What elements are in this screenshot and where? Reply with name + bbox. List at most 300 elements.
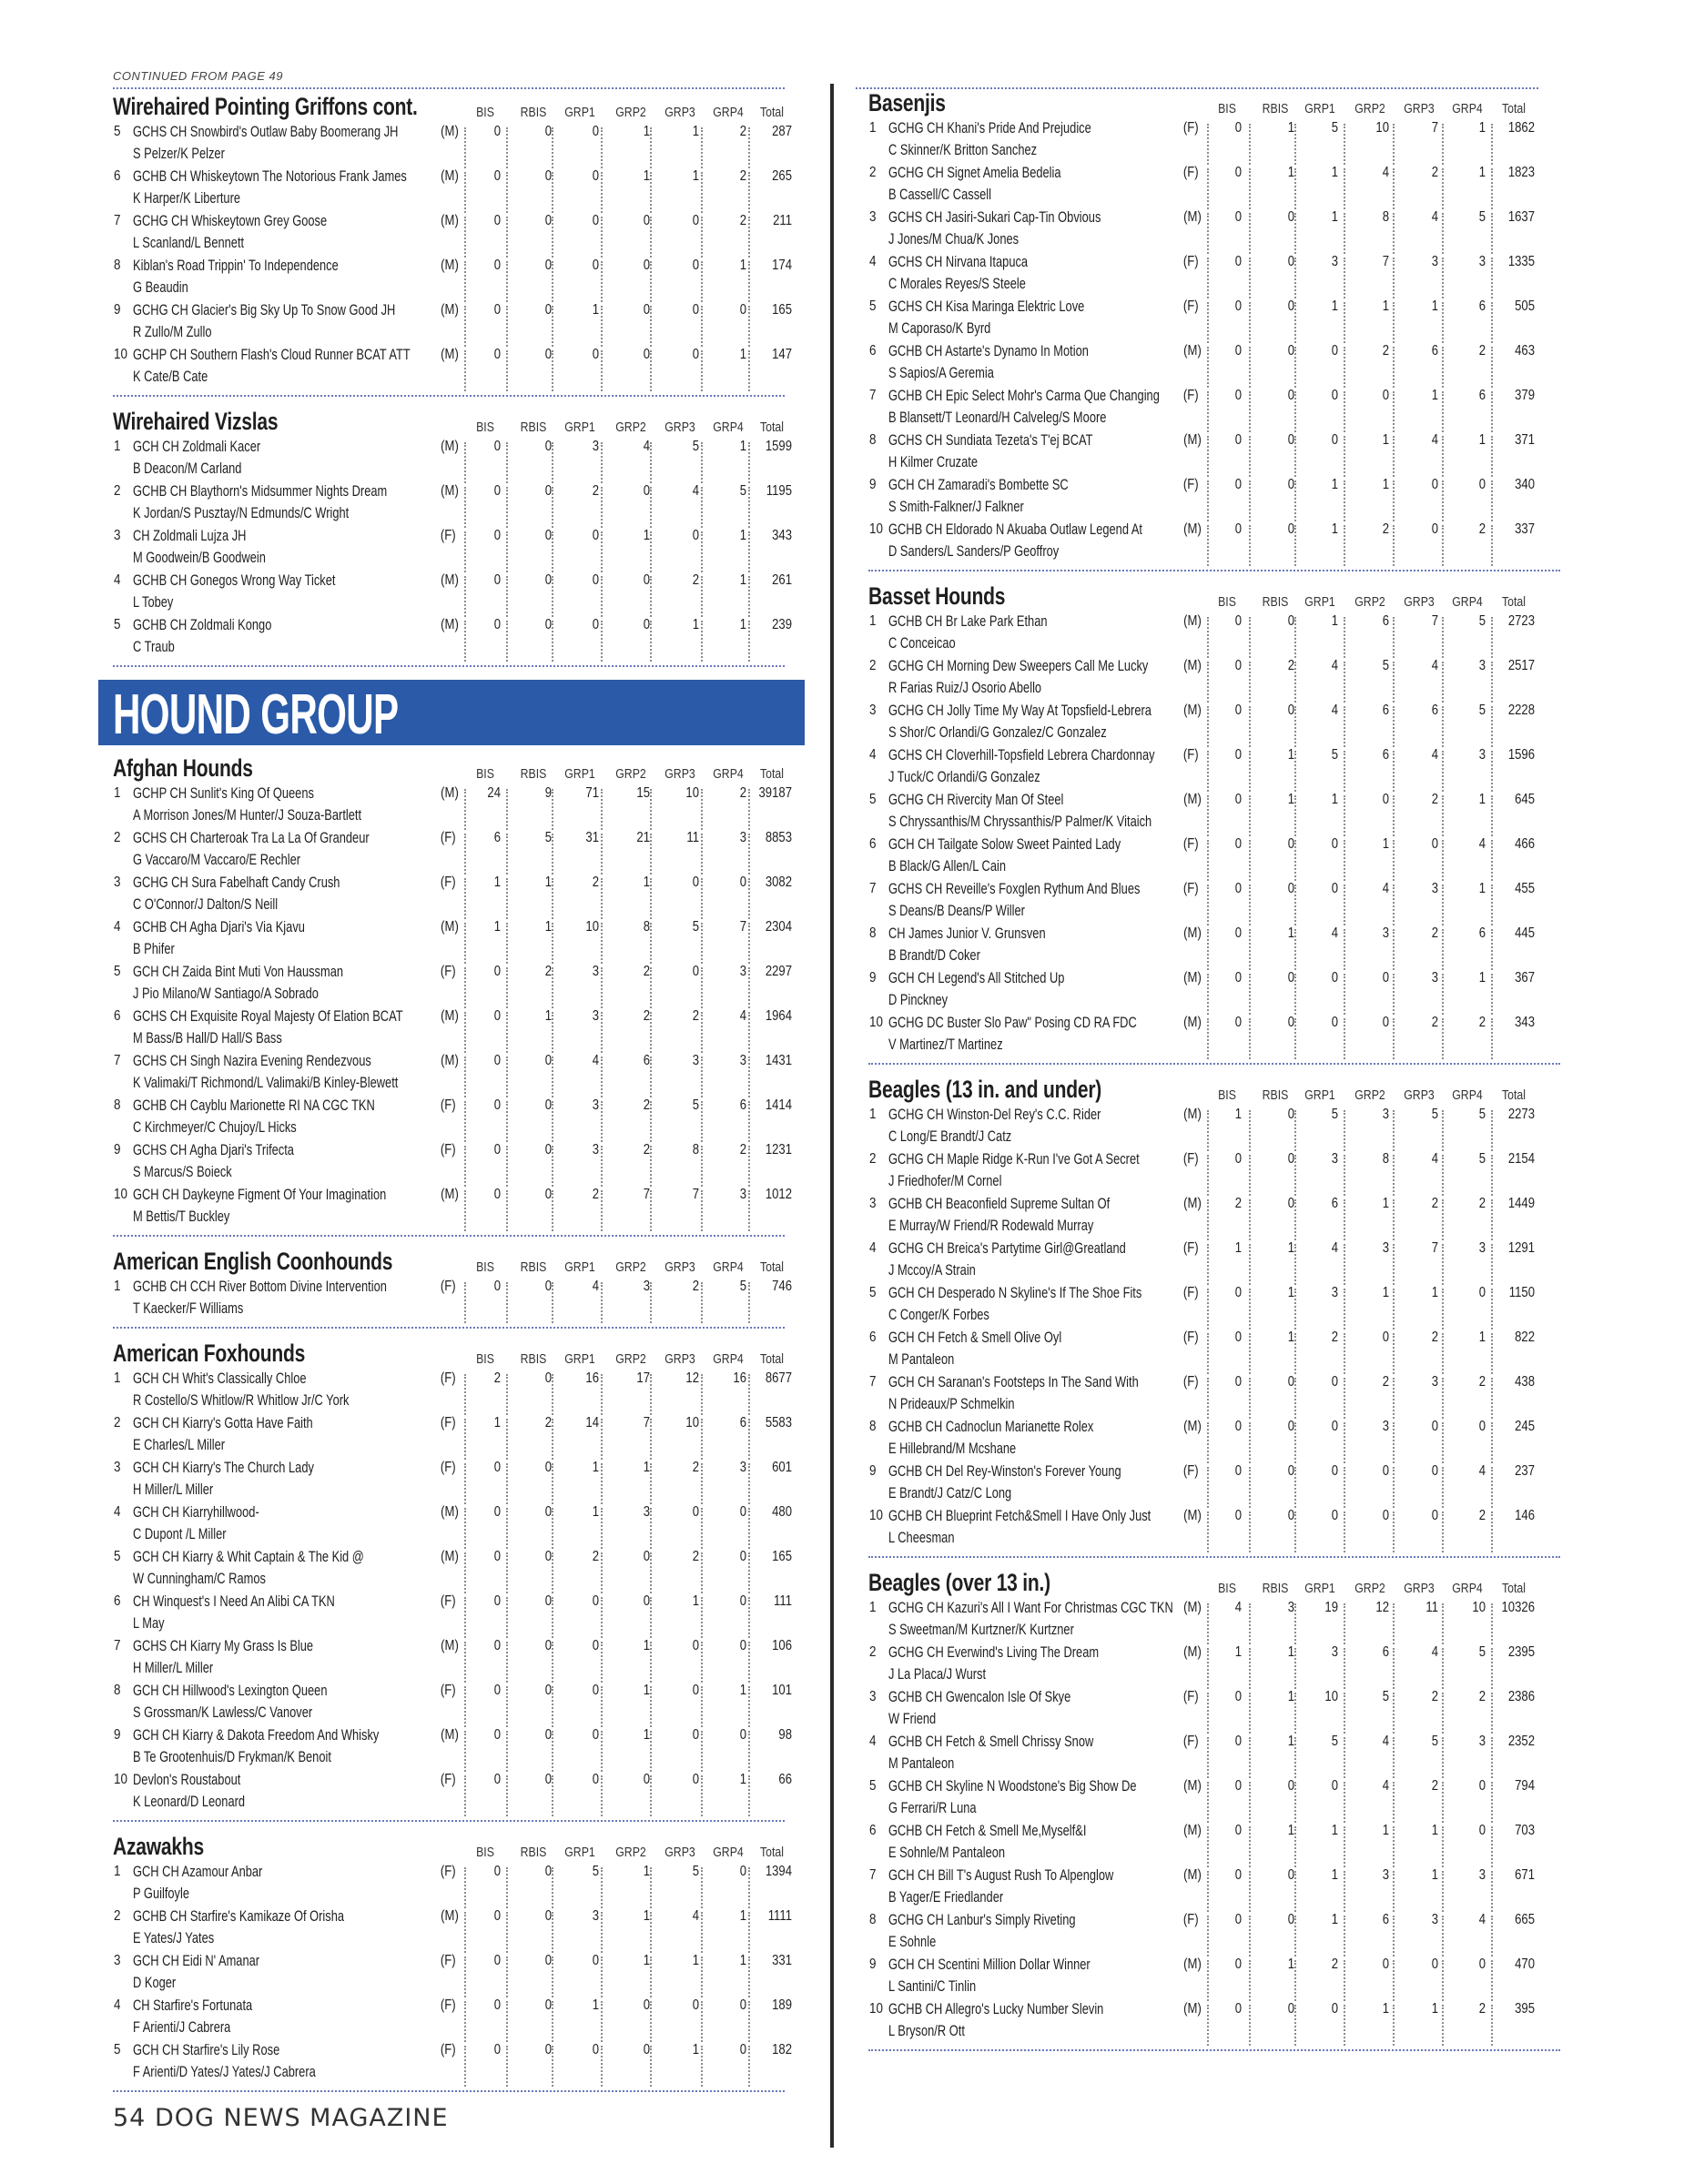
rank-number: 2 bbox=[114, 1908, 121, 1924]
column-rule bbox=[1344, 795, 1345, 836]
column-rule bbox=[1393, 1244, 1395, 1285]
column-rule bbox=[1294, 1693, 1296, 1734]
stat-grp2: 0 bbox=[1382, 388, 1389, 403]
column-rule bbox=[506, 621, 508, 662]
stat-rbis: 1 bbox=[1287, 120, 1294, 136]
rank-number: 9 bbox=[114, 302, 121, 318]
stat-grp4: 1 bbox=[739, 528, 746, 543]
column-rule bbox=[506, 1552, 508, 1593]
column-rule bbox=[701, 1101, 703, 1142]
column-rule bbox=[1249, 1693, 1251, 1734]
rank-number: 5 bbox=[869, 1778, 877, 1794]
column-rule bbox=[748, 487, 750, 528]
stat-rbis: 0 bbox=[544, 1279, 552, 1294]
column-rule bbox=[1249, 974, 1251, 1015]
stat-bis: 0 bbox=[1234, 1778, 1242, 1794]
column-rule bbox=[1207, 347, 1209, 388]
sex-marker: (F) bbox=[1182, 1689, 1199, 1704]
column-rule bbox=[1207, 1871, 1209, 1912]
stat-grp4: 1 bbox=[1478, 120, 1486, 136]
column-rule bbox=[1207, 480, 1209, 521]
rank-number: 4 bbox=[114, 1504, 121, 1520]
dog-name: GCHB CH Blueprint Fetch&Smell I Have Only Just bbox=[888, 1508, 1151, 1524]
rank-number: 9 bbox=[114, 1142, 121, 1158]
sex-marker: (M) bbox=[441, 168, 459, 184]
stat-grp2: 21 bbox=[636, 830, 650, 845]
stat-grp1: 1 bbox=[592, 1460, 599, 1475]
stat-bis: 0 bbox=[1234, 1330, 1242, 1345]
column-rule bbox=[1249, 1018, 1251, 1059]
column-rule bbox=[748, 1552, 750, 1593]
dog-name: GCH CH Hillwood's Lexington Queen bbox=[133, 1683, 328, 1699]
dog-name: GCHB CH CCH River Bottom Divine Intervention bbox=[133, 1279, 387, 1295]
stat-grp4: 6 bbox=[739, 1097, 746, 1113]
stat-grp1: 0 bbox=[1331, 1015, 1338, 1030]
column-rule bbox=[650, 1508, 652, 1549]
stat-grp1: 0 bbox=[592, 1953, 599, 1968]
column-rule bbox=[748, 1731, 750, 1772]
column-rule bbox=[701, 172, 703, 213]
dog-name: GCHS CH Nirvana Itapuca bbox=[888, 254, 1029, 270]
stat-rbis: 3 bbox=[1287, 1600, 1294, 1615]
table-row bbox=[868, 521, 1560, 566]
column-rule bbox=[1344, 751, 1345, 792]
column-rule bbox=[601, 1374, 603, 1415]
stat-grp4: 2 bbox=[1478, 1196, 1486, 1211]
column-rule bbox=[601, 789, 603, 830]
stat-rbis: 1 bbox=[1287, 1734, 1294, 1749]
stat-bis: 1 bbox=[1234, 1107, 1242, 1122]
stat-total: 2723 bbox=[1507, 613, 1535, 629]
column-rule bbox=[1491, 1603, 1493, 1644]
col-header-grp4: GRP4 bbox=[713, 105, 744, 120]
owner-names: L Cheesman bbox=[888, 1530, 955, 1546]
stat-rbis: 0 bbox=[1287, 836, 1294, 852]
stat-grp3: 1 bbox=[1431, 2001, 1438, 2017]
owner-names: L Scanland/L Bennett bbox=[133, 235, 245, 251]
column-rule bbox=[748, 1463, 750, 1504]
dog-name: GCHG DC Buster Slo Paw" Posing CD RA FDC bbox=[888, 1015, 1137, 1031]
column-rule bbox=[464, 531, 466, 572]
column-rule bbox=[1393, 885, 1395, 925]
stat-bis: 0 bbox=[493, 1727, 501, 1743]
owner-names: B Te Grootenhuis/D Frykman/K Benoit bbox=[133, 1749, 331, 1765]
stat-total: 165 bbox=[772, 302, 792, 318]
stat-grp2: 2 bbox=[1382, 1374, 1389, 1390]
stat-grp1: 71 bbox=[585, 785, 599, 801]
stat-bis: 0 bbox=[493, 1549, 501, 1564]
stat-grp1: 1 bbox=[1331, 1823, 1338, 1838]
stat-grp3: 2 bbox=[1431, 1689, 1438, 1704]
column-rule bbox=[1442, 1289, 1444, 1330]
column-rule bbox=[1442, 662, 1444, 703]
column-rule bbox=[1344, 1378, 1345, 1419]
stat-grp2: 6 bbox=[1382, 703, 1389, 718]
column-rule bbox=[650, 1642, 652, 1683]
sex-marker: (M) bbox=[441, 258, 459, 273]
column-rule bbox=[506, 576, 508, 617]
stat-grp2: 12 bbox=[1375, 1600, 1389, 1615]
stat-grp3: 5 bbox=[1431, 1107, 1438, 1122]
column-rule bbox=[552, 1552, 553, 1593]
column-rule bbox=[748, 442, 750, 483]
stat-grp2: 8 bbox=[1382, 1151, 1389, 1167]
owner-names: S Shor/C Orlandi/G Gonzalez/C Gonzalez bbox=[888, 724, 1107, 741]
sex-marker: (F) bbox=[1182, 836, 1199, 852]
owner-names: H Kilmer Cruzate bbox=[888, 454, 978, 470]
stat-rbis: 0 bbox=[544, 572, 552, 588]
column-rule bbox=[1249, 1648, 1251, 1689]
stat-grp2: 1 bbox=[643, 1683, 650, 1698]
column-rule bbox=[1442, 436, 1444, 477]
column-rule bbox=[1442, 1826, 1444, 1867]
rank-number: 7 bbox=[869, 388, 877, 403]
column-rule bbox=[701, 1190, 703, 1231]
column-rule bbox=[1442, 795, 1444, 836]
stat-rbis: 0 bbox=[1287, 1463, 1294, 1479]
column-rule bbox=[464, 261, 466, 302]
stat-grp4: 1 bbox=[739, 572, 746, 588]
owner-names: R Costello/S Whitlow/R Whitlow Jr/C York bbox=[133, 1392, 350, 1409]
stat-grp3: 0 bbox=[1431, 836, 1438, 852]
table-row bbox=[113, 1864, 792, 1908]
column-rule bbox=[506, 878, 508, 919]
stat-rbis: 0 bbox=[544, 1864, 552, 1879]
stat-grp3: 0 bbox=[692, 964, 699, 979]
rank-number: 8 bbox=[869, 1912, 877, 1927]
stat-total: 337 bbox=[1515, 521, 1535, 537]
column-rule bbox=[701, 1867, 703, 1908]
column-rule bbox=[701, 878, 703, 919]
stat-grp2: 0 bbox=[1382, 970, 1389, 986]
col-header-grp4: GRP4 bbox=[713, 766, 744, 782]
column-rule bbox=[650, 350, 652, 391]
column-rule bbox=[650, 1057, 652, 1097]
stat-total: 367 bbox=[1515, 970, 1535, 986]
column-rule bbox=[1294, 124, 1296, 165]
column-rule bbox=[1294, 213, 1296, 254]
stat-grp4: 2 bbox=[1478, 1689, 1486, 1704]
col-header-grp1: GRP1 bbox=[564, 1845, 595, 1860]
column-rule bbox=[1344, 1422, 1345, 1463]
dog-name: GCHG CH Morning Dew Sweepers Call Me Lucky bbox=[888, 658, 1149, 674]
sex-marker: (M) bbox=[1183, 703, 1202, 718]
sex-marker: (F) bbox=[1182, 1285, 1199, 1300]
stat-bis: 0 bbox=[1234, 1419, 1242, 1434]
stat-grp3: 3 bbox=[692, 1053, 699, 1068]
col-header-rbis: RBIS bbox=[520, 420, 547, 435]
column-rule bbox=[1207, 1333, 1209, 1374]
owner-names: C Conceicao bbox=[888, 635, 956, 652]
stat-grp3: 1 bbox=[692, 1953, 699, 1968]
column-rule bbox=[1249, 168, 1251, 209]
stat-grp3: 5 bbox=[692, 439, 699, 454]
table-row bbox=[868, 658, 1560, 703]
col-header-total: Total bbox=[760, 766, 784, 782]
sex-marker: (F) bbox=[440, 1683, 456, 1698]
stat-rbis: 0 bbox=[1287, 613, 1294, 629]
sex-marker: (M) bbox=[441, 1727, 459, 1743]
stat-bis: 0 bbox=[1234, 881, 1242, 896]
stat-grp1: 31 bbox=[585, 830, 599, 845]
column-rule bbox=[701, 789, 703, 830]
col-header-bis: BIS bbox=[476, 1845, 494, 1860]
sex-marker: (M) bbox=[441, 213, 459, 228]
rank-number: 1 bbox=[114, 1279, 121, 1294]
stat-grp2: 1 bbox=[1382, 298, 1389, 314]
stat-grp1: 0 bbox=[1331, 836, 1338, 852]
owner-names: V Martinez/T Martinez bbox=[888, 1036, 1003, 1053]
column-rule bbox=[1442, 258, 1444, 298]
stat-grp3: 0 bbox=[692, 1772, 699, 1787]
column-rule bbox=[1393, 1916, 1395, 1956]
column-rule bbox=[1442, 706, 1444, 747]
stat-grp4: 5 bbox=[1478, 1107, 1486, 1122]
sex-marker: (F) bbox=[1182, 120, 1199, 136]
stat-grp2: 0 bbox=[1382, 1956, 1389, 1972]
table-row bbox=[868, 1867, 1560, 1912]
column-rule bbox=[748, 1101, 750, 1142]
stat-grp3: 0 bbox=[692, 1997, 699, 2013]
stat-grp3: 2 bbox=[692, 1279, 699, 1294]
stat-total: 371 bbox=[1515, 432, 1535, 448]
stat-total: 2395 bbox=[1507, 1644, 1535, 1660]
stat-grp1: 4 bbox=[1331, 1240, 1338, 1256]
column-rule bbox=[1491, 840, 1493, 881]
stat-bis: 0 bbox=[1234, 1734, 1242, 1749]
sex-marker: (M) bbox=[441, 617, 459, 632]
stat-total: 39187 bbox=[758, 785, 792, 801]
table-row bbox=[113, 1279, 792, 1323]
column-rule bbox=[748, 1686, 750, 1727]
section-header bbox=[113, 1833, 785, 1864]
stat-grp3: 5 bbox=[692, 1097, 699, 1113]
column-rule bbox=[650, 1012, 652, 1053]
stat-grp1: 0 bbox=[592, 1638, 599, 1653]
stat-grp2: 3 bbox=[1382, 925, 1389, 941]
column-rule bbox=[506, 1686, 508, 1727]
table-row bbox=[868, 1374, 1560, 1419]
col-header-rbis: RBIS bbox=[520, 766, 547, 782]
column-rule bbox=[650, 923, 652, 964]
stat-grp3: 1 bbox=[1431, 388, 1438, 403]
column-rule bbox=[552, 217, 553, 258]
stat-grp4: 16 bbox=[733, 1370, 746, 1386]
sex-marker: (M) bbox=[441, 124, 459, 139]
stat-total: 147 bbox=[772, 347, 792, 362]
column-rule bbox=[552, 1597, 553, 1638]
stat-total: 3082 bbox=[765, 875, 792, 890]
column-rule bbox=[1344, 302, 1345, 343]
owner-names: B Blansett/T Leonard/H Calveleg/S Moore bbox=[888, 410, 1107, 426]
stat-grp4: 2 bbox=[739, 213, 746, 228]
owner-names: S Pelzer/K Pelzer bbox=[133, 146, 225, 162]
col-header-grp4: GRP4 bbox=[1452, 1087, 1483, 1103]
column-rule bbox=[552, 1101, 553, 1142]
stat-total: 237 bbox=[1515, 1463, 1535, 1479]
dog-name: GCHS CH Kisa Maringa Elektric Love bbox=[888, 298, 1085, 315]
column-rule bbox=[1442, 1782, 1444, 1823]
stat-rbis: 0 bbox=[544, 347, 552, 362]
sex-marker: (F) bbox=[440, 1864, 456, 1879]
sex-marker: (F) bbox=[440, 1097, 456, 1113]
sex-marker: (M) bbox=[441, 919, 459, 935]
column-rule bbox=[1207, 1289, 1209, 1330]
stat-rbis: 2 bbox=[544, 964, 552, 979]
column-rule bbox=[1294, 347, 1296, 388]
column-rule bbox=[650, 442, 652, 483]
column-rule bbox=[552, 1912, 553, 1953]
stat-bis: 0 bbox=[1234, 658, 1242, 673]
stat-grp1: 3 bbox=[592, 439, 599, 454]
dog-name: GCHG CH Kazuri's All I Want For Christmas CGC TKN bbox=[888, 1600, 1173, 1616]
table-row bbox=[113, 168, 792, 213]
stat-grp4: 0 bbox=[1478, 1419, 1486, 1434]
column-rule bbox=[464, 1012, 466, 1053]
stat-grp1: 0 bbox=[592, 617, 599, 632]
column-rule bbox=[1249, 795, 1251, 836]
column-divider bbox=[830, 84, 834, 2148]
sex-marker: (F) bbox=[1182, 388, 1199, 403]
stat-grp3: 0 bbox=[1431, 1508, 1438, 1523]
stat-total: 1195 bbox=[766, 483, 792, 499]
table-row bbox=[113, 964, 792, 1008]
column-rule bbox=[1207, 1960, 1209, 2001]
column-rule bbox=[1344, 2005, 1345, 2046]
stat-grp4: 2 bbox=[1478, 2001, 1486, 2017]
column-rule bbox=[506, 531, 508, 572]
stat-grp4: 0 bbox=[1478, 1285, 1486, 1300]
column-rule bbox=[464, 1686, 466, 1727]
stat-grp4: 5 bbox=[1478, 1151, 1486, 1167]
stat-rbis: 5 bbox=[544, 830, 552, 845]
rank-number: 9 bbox=[114, 1727, 121, 1743]
section-header bbox=[113, 408, 785, 439]
stat-bis: 0 bbox=[1234, 254, 1242, 269]
column-rule bbox=[748, 576, 750, 617]
column-rule bbox=[701, 1508, 703, 1549]
rank-number: 3 bbox=[114, 875, 121, 890]
stat-rbis: 1 bbox=[1287, 1330, 1294, 1345]
stat-grp3: 0 bbox=[692, 1727, 699, 1743]
breed-section bbox=[113, 1248, 792, 1329]
stat-rbis: 0 bbox=[1287, 432, 1294, 448]
dog-name: GCHB CH Skyline N Woodstone's Big Show De bbox=[888, 1778, 1137, 1795]
stat-rbis: 2 bbox=[1287, 658, 1294, 673]
column-rule bbox=[552, 2046, 553, 2087]
sex-marker: (M) bbox=[1183, 658, 1202, 673]
stat-total: 466 bbox=[1515, 836, 1535, 852]
owner-names: H Miller/L Miller bbox=[133, 1481, 214, 1498]
rank-number: 2 bbox=[114, 830, 121, 845]
column-rule bbox=[1207, 302, 1209, 343]
table-row bbox=[113, 919, 792, 964]
column-rule bbox=[1344, 1155, 1345, 1196]
column-rule bbox=[748, 1597, 750, 1638]
table-row bbox=[113, 302, 792, 347]
col-header-grp3: GRP3 bbox=[664, 105, 695, 120]
section-rule bbox=[113, 1327, 785, 1329]
column-rule bbox=[464, 1731, 466, 1772]
stat-grp3: 4 bbox=[1431, 1644, 1438, 1660]
section-rule bbox=[113, 1820, 785, 1822]
table-row bbox=[868, 1644, 1560, 1689]
owner-names: M Goodwein/B Goodwein bbox=[133, 550, 266, 566]
column-rule bbox=[650, 1463, 652, 1504]
continued-note: CONTINUED FROM PAGE 49 bbox=[113, 69, 284, 83]
section-header bbox=[113, 1248, 785, 1279]
stat-grp2: 4 bbox=[643, 439, 650, 454]
column-rule bbox=[650, 1686, 652, 1727]
column-rule bbox=[1491, 1737, 1493, 1778]
sex-marker: (F) bbox=[1182, 477, 1199, 492]
stat-grp2: 0 bbox=[643, 1997, 650, 2013]
stat-total: 1335 bbox=[1507, 254, 1535, 269]
stat-grp3: 10 bbox=[685, 1415, 699, 1431]
column-rule bbox=[1344, 662, 1345, 703]
stat-bis: 0 bbox=[1234, 1015, 1242, 1030]
col-header-grp3: GRP3 bbox=[1404, 1087, 1435, 1103]
stat-bis: 0 bbox=[1234, 2001, 1242, 2017]
stat-bis: 0 bbox=[493, 1953, 501, 1968]
stat-total: 445 bbox=[1515, 925, 1535, 941]
column-rule bbox=[464, 1146, 466, 1187]
table-row bbox=[868, 613, 1560, 658]
table-row bbox=[113, 572, 792, 617]
column-rule bbox=[701, 923, 703, 964]
column-rule bbox=[1207, 929, 1209, 970]
column-rule bbox=[552, 789, 553, 830]
rank-number: 9 bbox=[869, 477, 877, 492]
column-rule bbox=[1442, 1155, 1444, 1196]
column-rule bbox=[748, 2046, 750, 2087]
column-rule bbox=[1207, 751, 1209, 792]
column-rule bbox=[506, 261, 508, 302]
stat-grp1: 2 bbox=[592, 1187, 599, 1202]
column-rule bbox=[601, 621, 603, 662]
sex-marker: (F) bbox=[440, 528, 456, 543]
stat-grp1: 1 bbox=[1331, 209, 1338, 225]
column-rule bbox=[650, 127, 652, 168]
column-rule bbox=[464, 621, 466, 662]
stat-total: 340 bbox=[1515, 477, 1535, 492]
stat-rbis: 1 bbox=[1287, 1644, 1294, 1660]
col-header-total: Total bbox=[1502, 1581, 1526, 1596]
column-rule bbox=[1344, 1648, 1345, 1689]
table-row bbox=[113, 1727, 792, 1772]
rank-number: 3 bbox=[869, 1689, 877, 1704]
column-rule bbox=[464, 1508, 466, 1549]
column-rule bbox=[1491, 258, 1493, 298]
stat-rbis: 0 bbox=[1287, 1196, 1294, 1211]
stat-grp1: 0 bbox=[1331, 1508, 1338, 1523]
rank-number: 10 bbox=[114, 1187, 127, 1202]
stat-bis: 4 bbox=[1234, 1600, 1242, 1615]
dog-name: GCH CH Kiarryhillwood- bbox=[133, 1504, 259, 1521]
owner-names: S Grossman/K Lawless/C Vanover bbox=[133, 1704, 313, 1721]
owner-names: G Beaudin bbox=[133, 279, 188, 296]
stat-grp1: 1 bbox=[1331, 477, 1338, 492]
stat-total: 601 bbox=[772, 1460, 792, 1475]
table-row bbox=[113, 1549, 792, 1593]
stat-grp4: 5 bbox=[739, 483, 746, 499]
stat-grp1: 4 bbox=[592, 1279, 599, 1294]
stat-grp3: 6 bbox=[1431, 703, 1438, 718]
stat-rbis: 0 bbox=[544, 1370, 552, 1386]
column-rule bbox=[650, 1912, 652, 1953]
column-rule bbox=[1207, 662, 1209, 703]
owner-names: C Morales Reyes/S Steele bbox=[888, 276, 1026, 292]
